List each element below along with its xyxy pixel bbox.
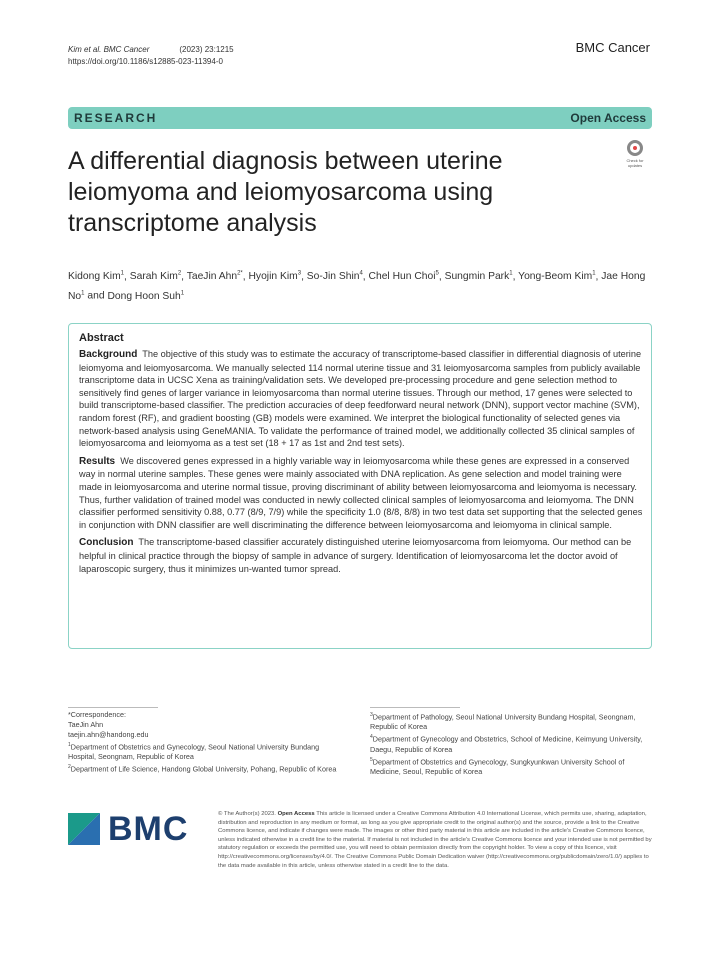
journal-name: BMC Cancer <box>575 40 650 55</box>
author[interactable]: So-Jin Shin$^4$ <box>306 271 363 283</box>
citation-header <box>68 44 234 68</box>
article-type-banner <box>68 107 652 129</box>
check-for-updates-badge[interactable] <box>618 140 652 174</box>
affiliation: $^3$Department of Pathology, Seoul National University Bundang Hospital, Seongnam, Republic of Korea <box>370 712 636 732</box>
open-access-label: Open Access <box>570 111 646 125</box>
results-label: Results <box>79 455 116 467</box>
author[interactable]: Chel Hun Choi$^5$ <box>368 271 439 283</box>
author[interactable]: Dong Hoon Suh$^1$ <box>107 290 185 302</box>
citation-authors: Kim et al. BMC Cancer <box>68 45 150 54</box>
correspondence-label: *Correspondence: <box>68 710 126 719</box>
license-text: This article is licensed under a Creative Commons Attribution 4.0 International License, which permits use, sharing, adaptation, distribution and reproduction in any medium or format, as long as you give appropriate credit to the original author(s) and the source, provide a link to the Creative Commons licence, and indicate if changes were made. The images or other third party material in this article are included in the article's Creative Commons licence, unless indicated otherwise in a credit line to the material. If material is not included in the article's Creative Commons licence and your intended use is not permitted by statutory regulation or exceeds the permitted use, you will need to obtain permission directly from the copyright holder. To view a copy of this licence, visit http://creativecommons.org/licenses/by/4.0/. The Creative Commons Public Domain Dedication waiver (http://creativecommons.org/publicdomain/zero/1.0/) applies to the data made available in this article, unless otherwise stated in a credit line to the data. <box>218 811 652 869</box>
affiliation: $^4$Department of Gynecology and Obstetrics, School of Medicine, Keimyung University, Daegu, Republic of Korea <box>370 734 643 754</box>
bmc-logo <box>68 806 208 852</box>
background-label: Background <box>79 349 138 360</box>
license-open-access: Open Access <box>277 811 315 817</box>
author[interactable]: Hyojin Kim$^3$ <box>248 271 302 283</box>
affiliation: $^5$Department of Obstetrics and Gynecology, Sungkyunkwan University School of Medicine, Seoul, Republic of Korea <box>370 756 625 777</box>
check-updates-line1: Check for <box>626 158 644 163</box>
affiliation: $^2$Department of Life Science, Handong Global University, Pohang, Republic of Korea <box>68 764 337 774</box>
author[interactable]: Sarah Kim$^2$ <box>129 271 182 283</box>
conclusion-label: Conclusion <box>79 537 134 549</box>
footnote-divider <box>68 707 158 708</box>
affiliations-block <box>370 710 650 777</box>
abstract-box <box>68 323 652 649</box>
correspondence-name: TaeJin Ahn <box>68 720 104 729</box>
affiliation: $^1$Department of Obstetrics and Gynecology, Seoul National University Bundang Hospital, Seongnam, Republic of Korea <box>68 742 320 762</box>
citation-volume: (2023) 23:1215 <box>179 45 234 54</box>
abstract-conclusion: Conclusion The transcriptome-based classifier accurately distinguished uterine leiomyosarcoma from leiomyoma. Our method can be helpful in clinical practice through the biopsy of sample in advance of surgery. Identification of leiomyosarcoma let the doctor avoid of laparoscopic surgery, thus it minimizes un-wanted tumor spread. <box>79 537 632 574</box>
author[interactable]: Sungmin Park$^1$ <box>444 271 513 283</box>
check-updates-line2: updates <box>627 163 643 168</box>
license-copyright: © The Author(s) 2023. <box>218 811 276 817</box>
author[interactable]: Kidong Kim$^1$ <box>68 271 124 283</box>
author-list: Kidong Kim$^1$, Sarah Kim$^2$, TaeJin Ahn$^{2*}$, Hyojin Kim$^3$, So-Jin Shin$^4$, Chel Hun Choi$^5$, Sungmin Park$^1$, Yong-Beom Kim$^1$, Jae Hong No$^1$ and Dong Hoon Suh$^1$ <box>68 271 646 302</box>
bmc-logo-icon <box>68 813 100 845</box>
author-conjunction: and <box>87 290 105 302</box>
article-title: A differential diagnosis between uterine leiomyoma and leiomyosarcoma using transcriptome analysis <box>68 147 503 237</box>
author[interactable]: Jae Hong No$^1$ <box>68 271 646 302</box>
correspondence-block <box>68 710 338 775</box>
correspondence-email[interactable]: taejin.ahn@handong.edu <box>68 730 149 739</box>
abstract-results: Results We discovered genes expressed in a highly variable way in leiomyosarcoma while these genes are expressed in a conserved way in normal uterine samples. These genes were mainly associated with DNA replication. As gene selection and model training were made in leiomyosarcoma and uterine normal tissue, proving discriminant of ability between leiomyosarcoma and leiomyoma is necessary. Thus, further validation of trained model was conducted in newly collected clinical samples of leiomyosarcoma and leiomyoma. The DNN classifier performed sensitivity 0.88, 0.77 (8/9, 7/9) while the specificity 1.0 (8/8, 8/8) in two test data set supporting that the selected genes in conjunction with DNN classifier are well discriminating the difference between leiomyosarcoma and leiomyoma in clinical sample. <box>79 455 643 530</box>
license-statement <box>218 810 656 870</box>
article-type-label: RESEARCH <box>74 111 158 125</box>
bmc-logo-text: BMC <box>108 809 189 848</box>
abstract-background: Background The objective of this study was to estimate the accuracy of transcriptome-based classifier in differential diagnosis of uterine leiomyoma and leiomyosarcoma. We manually selected 114 normal uterine tissue and 31 leiomyosarcoma samples from publicly available transcriptome data in UCSC Xena as training/validation sets. We developed pre-processing procedure and gene selection method to sensitively find genes of larger variance in leiomyosarcoma than normal uterine tissues. Through our method, 17 genes were selected to build transcriptome-based classifier. The prediction accuracies of deep feedforward neural network (DNN), support vector machine (SVM), random forest (RF), and gradient boosting (GB) models were examined. We interpret the biological functionality of selected genes via network-based analysis using GeneMANIA. To validate the performance of trained model, we additionally collected 35 clinical samples of leiomyosarcoma and leiomyoma as a test set (18 + 17 as 1st and 2nd test sets). <box>79 349 642 449</box>
author[interactable]: TaeJin Ahn$^{2*}$ <box>186 271 243 283</box>
doi-link[interactable]: https://doi.org/10.1186/s12885-023-11394-0 <box>68 57 223 66</box>
check-updates-icon <box>627 140 643 156</box>
abstract-heading: Abstract <box>79 332 124 344</box>
footnote-divider <box>370 707 460 708</box>
author[interactable]: Yong-Beom Kim$^1$ <box>518 271 596 283</box>
